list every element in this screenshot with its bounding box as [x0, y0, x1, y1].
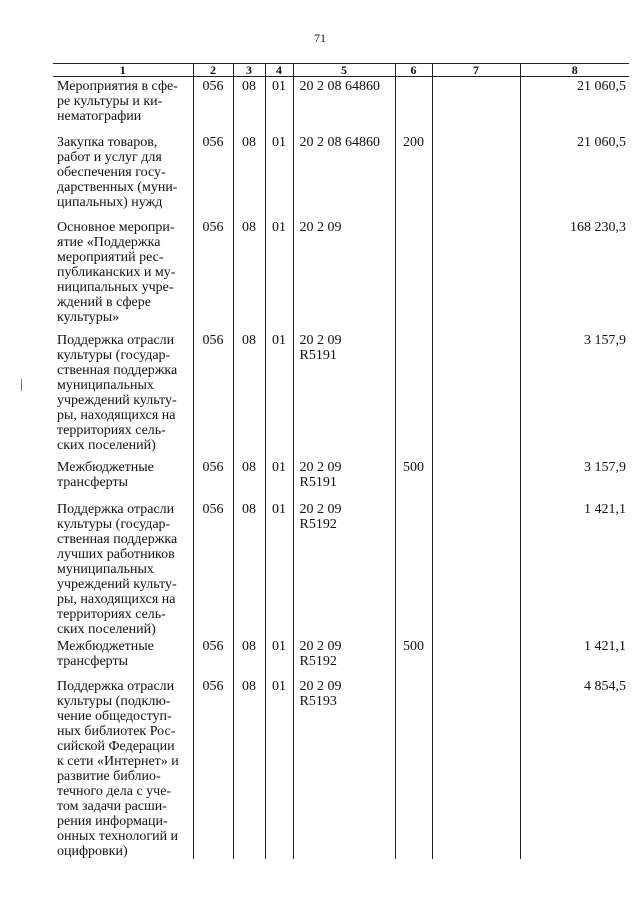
table-row: [53, 218, 629, 331]
page-number: 71: [314, 31, 326, 45]
row-name: Межбюджетные трансферты: [57, 638, 154, 669]
ministry-code: 056: [193, 500, 233, 637]
amount: 3 157,9: [520, 458, 629, 500]
target-code-line: R5192: [299, 516, 337, 532]
margin-mark: [21, 379, 22, 391]
row-name: Закупка товаров, работ и услуг для обеспечения госу- дарственных (муни- ципальных) нужд: [57, 134, 178, 210]
target-code: [293, 637, 395, 677]
target-code-line: 20 2 08 64860: [299, 134, 380, 150]
section-code: 08: [233, 133, 265, 218]
ministry-code: 056: [193, 677, 233, 859]
table-row: [53, 677, 629, 859]
column-7: [432, 500, 520, 637]
subsection-code: 01: [265, 637, 293, 677]
expense-type-code: [395, 677, 432, 859]
column-7: [432, 637, 520, 677]
target-code-line: 20 2 09: [299, 332, 342, 348]
amount: 3 157,9: [520, 331, 629, 458]
table-row: [53, 77, 629, 133]
row-name: Мероприятия в сфе- ре культуры и ки- нематографии: [57, 79, 178, 124]
section-code: 08: [233, 77, 265, 133]
target-code: [293, 133, 395, 218]
table-row: [53, 458, 629, 500]
budget-table: [53, 63, 629, 859]
section-code: 08: [233, 637, 265, 677]
column-7: [432, 458, 520, 500]
ministry-code: 056: [193, 331, 233, 458]
subsection-code: 01: [265, 331, 293, 458]
subsection-code: 01: [265, 77, 293, 133]
target-code: [293, 77, 395, 133]
column-header: 5: [293, 64, 395, 77]
amount: 168 230,3: [520, 218, 629, 331]
column-7: [432, 677, 520, 859]
expense-type-code: 500: [395, 458, 432, 500]
target-code: [293, 500, 395, 637]
target-code: [293, 218, 395, 331]
ministry-code: 056: [193, 637, 233, 677]
amount: 21 060,5: [520, 77, 629, 133]
section-code: 08: [233, 677, 265, 859]
column-header: 6: [395, 64, 432, 77]
expense-type-code: [395, 77, 432, 133]
amount: 21 060,5: [520, 133, 629, 218]
expense-type-code: 500: [395, 637, 432, 677]
subsection-code: 01: [265, 133, 293, 218]
column-7: [432, 133, 520, 218]
table-body: [53, 77, 629, 859]
target-code-line: 20 2 09: [299, 678, 342, 694]
ministry-code: 056: [193, 133, 233, 218]
section-code: 08: [233, 331, 265, 458]
column-header: 8: [520, 64, 629, 77]
target-code: [293, 677, 395, 859]
row-name: Поддержка отрасли культуры (подклю- чение общедоступ- ных библиотек Рос- сийской Федерации к сети «Интернет» и развитие библио- течного дела с уче- том задачи расши- рения информаци- онных технологий и оцифровки): [57, 678, 179, 859]
target-code: [293, 331, 395, 458]
column-7: [432, 218, 520, 331]
header-row: [53, 64, 629, 77]
column-header: 1: [53, 64, 193, 77]
table-row: [53, 331, 629, 458]
column-header: 4: [265, 64, 293, 77]
amount: 1 421,1: [520, 637, 629, 677]
target-code-line: R5193: [299, 693, 337, 709]
row-name: Поддержка отрасли культуры (государ- ственная поддержка муниципальных учреждений культу- ры, находящихся на территориях сель- ских поселений): [57, 332, 178, 453]
target-code-line: 20 2 09: [299, 219, 342, 235]
amount: 4 854,5: [520, 677, 629, 859]
subsection-code: 01: [265, 458, 293, 500]
expense-type-code: [395, 331, 432, 458]
subsection-code: 01: [265, 218, 293, 331]
target-code-line: R5192: [299, 653, 337, 669]
section-code: 08: [233, 218, 265, 331]
table-row: [53, 637, 629, 677]
section-code: 08: [233, 458, 265, 500]
target-code-line: R5191: [299, 474, 337, 490]
subsection-code: 01: [265, 500, 293, 637]
row-name: Поддержка отрасли культуры (государ- ственная поддержка лучших работников муниципальных учреждений культу- ры, находящихся на территориях сель- ских поселений): [57, 501, 178, 637]
target-code-line: 20 2 09: [299, 501, 342, 517]
expense-type-code: [395, 218, 432, 331]
ministry-code: 056: [193, 77, 233, 133]
column-header: 7: [432, 64, 520, 77]
expense-type-code: [395, 500, 432, 637]
target-code-line: R5191: [299, 347, 337, 363]
column-header: 2: [193, 64, 233, 77]
row-name: Межбюджетные трансферты: [57, 459, 154, 490]
table-row: [53, 133, 629, 218]
column-7: [432, 331, 520, 458]
target-code-line: 20 2 09: [299, 638, 342, 654]
row-name: Основное меропри- ятие «Поддержка мероприятий рес- публиканских и му- ниципальных учре- ждений в сфере культуры»: [57, 219, 176, 325]
amount: 1 421,1: [520, 500, 629, 637]
table-row: [53, 500, 629, 637]
target-code-line: 20 2 09: [299, 459, 342, 475]
subsection-code: 01: [265, 677, 293, 859]
column-7: [432, 77, 520, 133]
ministry-code: 056: [193, 458, 233, 500]
expense-type-code: 200: [395, 133, 432, 218]
ministry-code: 056: [193, 218, 233, 331]
section-code: 08: [233, 500, 265, 637]
target-code: [293, 458, 395, 500]
column-header: 3: [233, 64, 265, 77]
target-code-line: 20 2 08 64860: [299, 79, 380, 94]
